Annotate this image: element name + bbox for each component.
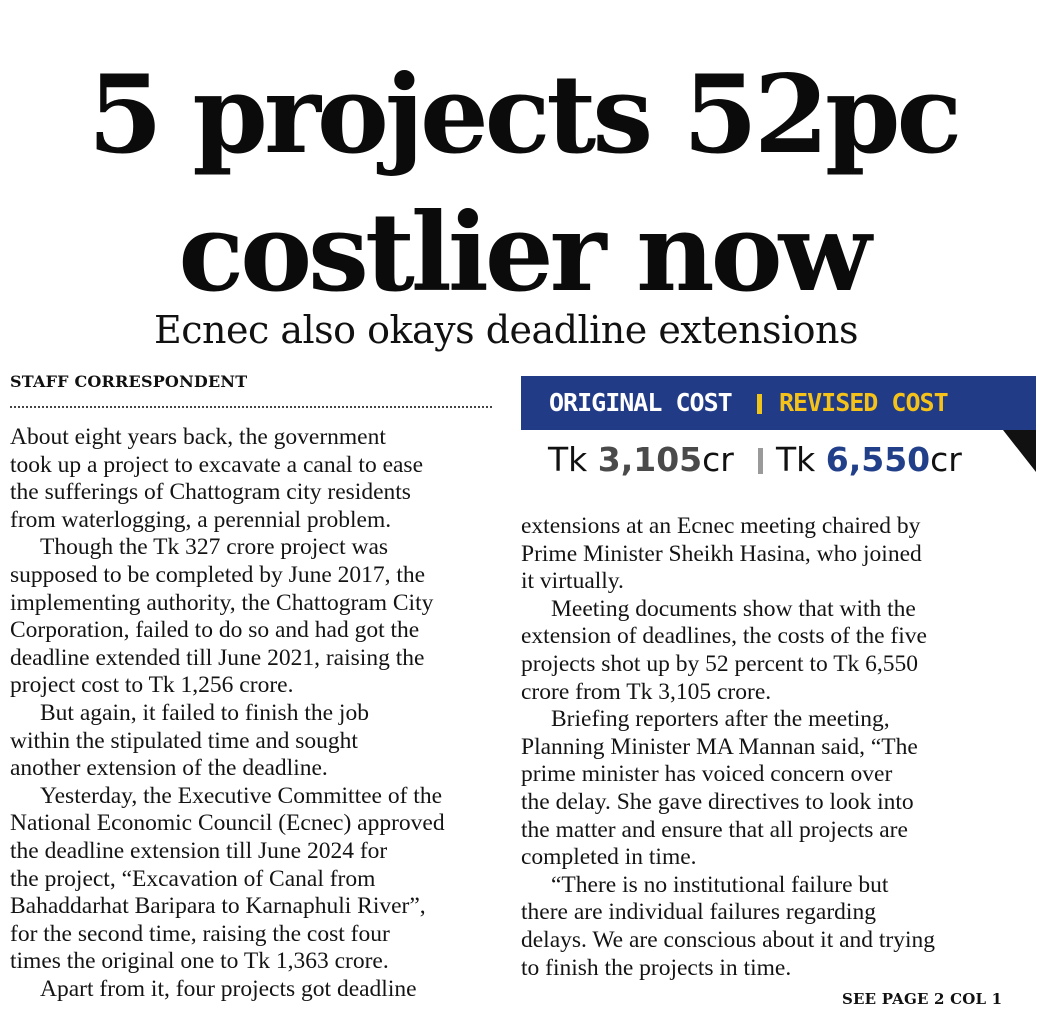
article-line: project cost to Tk 1,256 crore. [10, 672, 294, 699]
article-line: extensions at an Ecnec meeting chaired by [521, 513, 921, 539]
revised-cost-unit: cr [930, 440, 962, 479]
article-line: But again, it failed to finish the job [40, 699, 369, 726]
revised-cost-number: 6,550 [825, 440, 931, 479]
headline [0, 46, 1046, 322]
article-line: to finish the projects in time. [521, 954, 792, 981]
article-line: prime minister has voiced concern over [521, 761, 893, 788]
article-line: “There is no institutional failure but [551, 871, 889, 898]
article-line: it virtually. [521, 568, 624, 595]
article-line: Bahaddarhat Baripara to Karnaphuli River”, [10, 893, 426, 920]
original-cost-value [548, 438, 734, 482]
original-cost-number: 3,105 [597, 440, 703, 479]
headline-line-2: costlier now [178, 190, 868, 316]
article-line: for the second time, raising the cost four [10, 920, 390, 947]
article-line: the sufferings of Chattogram city residents [10, 479, 411, 506]
cost-values [521, 438, 1001, 482]
article-line: the project, “Excavation of Canal from [10, 865, 376, 892]
article-line: National Economic Council (Ecnec) approved [10, 810, 445, 837]
article-line: there are individual failures regarding [521, 899, 876, 926]
article-line: the matter and ensure that all projects are [521, 816, 908, 843]
revised-cost-label: REVISED COST [779, 388, 948, 417]
subheadline: Ecnec also okays deadline extensions [153, 308, 859, 352]
corner-triangle [1003, 430, 1036, 472]
article-line: crore from Tk 3,105 crore. [521, 678, 772, 705]
article-line: Corporation, failed to do so and had got the [10, 617, 420, 644]
article-line: from waterlogging, a perennial problem. [10, 506, 392, 533]
article-line: Prime Minister Sheikh Hasina, who joined [521, 540, 922, 567]
cost-info-box [521, 376, 1036, 479]
original-cost-prefix: Tk [548, 440, 598, 479]
article-line: completed in time. [521, 844, 697, 871]
article-line: supposed to be completed by June 2017, the [10, 561, 426, 588]
article-line: deadline extended till June 2021, raising the [10, 644, 425, 671]
article-line: Apart from it, four projects got deadline [40, 975, 417, 1002]
article-line: took up a project to excavate a canal to ease [10, 451, 424, 478]
label-separator [757, 394, 762, 414]
article-line: About eight years back, the government [10, 424, 386, 450]
article-column-right [521, 513, 1026, 982]
original-cost-label: ORIGINAL COST [549, 388, 732, 417]
article-line: within the stipulated time and sought [10, 727, 358, 754]
article-column-left [10, 424, 500, 1003]
article-line: implementing authority, the Chattogram City [10, 589, 434, 616]
article-line: Yesterday, the Executive Committee of the [40, 782, 443, 809]
cost-info-header [521, 376, 1036, 430]
article-line: extension of deadlines, the costs of the five [521, 623, 927, 650]
original-cost-unit: cr [702, 440, 734, 479]
revised-cost-prefix: Tk [776, 440, 826, 479]
article-line: the deadline extension till June 2024 for [10, 837, 388, 864]
article-line: Planning Minister MA Mannan said, “The [521, 733, 918, 760]
article-line: times the original one to Tk 1,363 crore. [10, 948, 389, 975]
article-line: the delay. She gave directives to look into [521, 788, 914, 815]
article-line: Meeting documents show that with the [551, 595, 916, 622]
article-line: delays. We are conscious about it and trying [521, 926, 936, 953]
byline-divider [10, 406, 492, 408]
revised-cost-value [776, 438, 962, 482]
headline-line-1: 5 projects 52pc [87, 52, 959, 178]
article-line: projects shot up by 52 percent to Tk 6,550 [521, 650, 919, 677]
byline: STAFF CORRESPONDENT [10, 372, 248, 391]
article-line: Briefing reporters after the meeting, [551, 706, 890, 733]
continued-jump-line: SEE PAGE 2 COL 1 [842, 990, 1003, 1008]
value-separator [758, 448, 763, 474]
article-line: Though the Tk 327 crore project was [40, 534, 389, 561]
article-line: another extension of the deadline. [10, 755, 328, 782]
